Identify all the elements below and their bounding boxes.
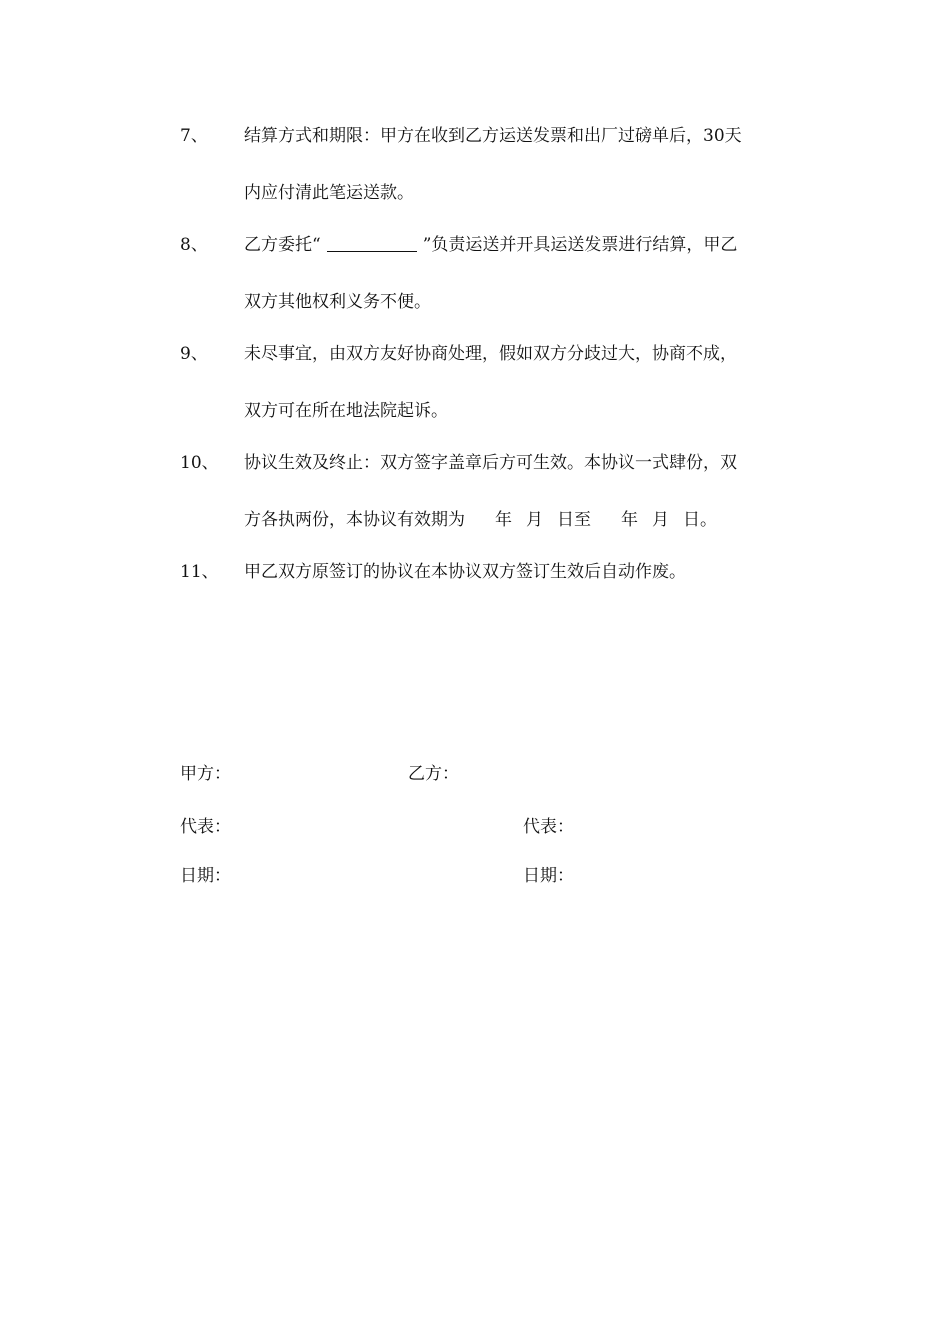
party-b-label: 乙方：	[408, 764, 459, 784]
clause-number: 8、	[180, 235, 208, 255]
representative-a-label: 代表：	[180, 817, 231, 837]
clause-number: 10、	[180, 453, 219, 473]
clause-text-segment: ”负责运送并开具运送发票进行结算，甲乙	[422, 235, 738, 255]
clause-text-line: 未尽事宜，由双方友好协商处理，假如双方分歧过大，协商不成，	[244, 344, 737, 364]
representative-b-label: 代表：	[523, 817, 574, 837]
clause-text-line: 协议生效及终止：双方签字盖章后方可生效。本协议一式肆份，双	[244, 453, 737, 473]
clause-text-segment: 方各执两份，本协议有效期为	[244, 510, 465, 530]
date-a-label: 日期：	[180, 866, 231, 886]
clause-number: 11、	[180, 562, 219, 582]
clause-text-line: 双方其他权利义务不便。	[244, 292, 431, 312]
date-month-end: 月	[652, 510, 669, 530]
clause-text-segment: 乙方委托“	[244, 235, 321, 255]
date-b-label: 日期：	[523, 866, 574, 886]
date-year-end: 年	[621, 510, 638, 530]
date-day-start: 日至	[557, 510, 591, 530]
clause-text-line: 双方可在所在地法院起诉。	[244, 401, 448, 421]
clause-number: 9、	[180, 344, 208, 364]
date-month-start: 月	[526, 510, 543, 530]
date-day-end: 日。	[683, 510, 717, 530]
date-year-start: 年	[495, 510, 512, 530]
clause-text-line	[244, 234, 737, 257]
clause-text-line	[244, 509, 717, 532]
clause-text-line: 甲乙双方原签订的协议在本协议双方签订生效后自动作废。	[244, 562, 686, 582]
clause-text-line: 内应付清此笔运送款。	[244, 183, 414, 203]
fill-in-blank	[327, 235, 417, 252]
clause-text-line: 结算方式和期限：甲方在收到乙方运送发票和出厂过磅单后，30天	[244, 126, 742, 146]
party-a-label: 甲方：	[180, 764, 231, 784]
clause-number: 7、	[180, 126, 208, 146]
